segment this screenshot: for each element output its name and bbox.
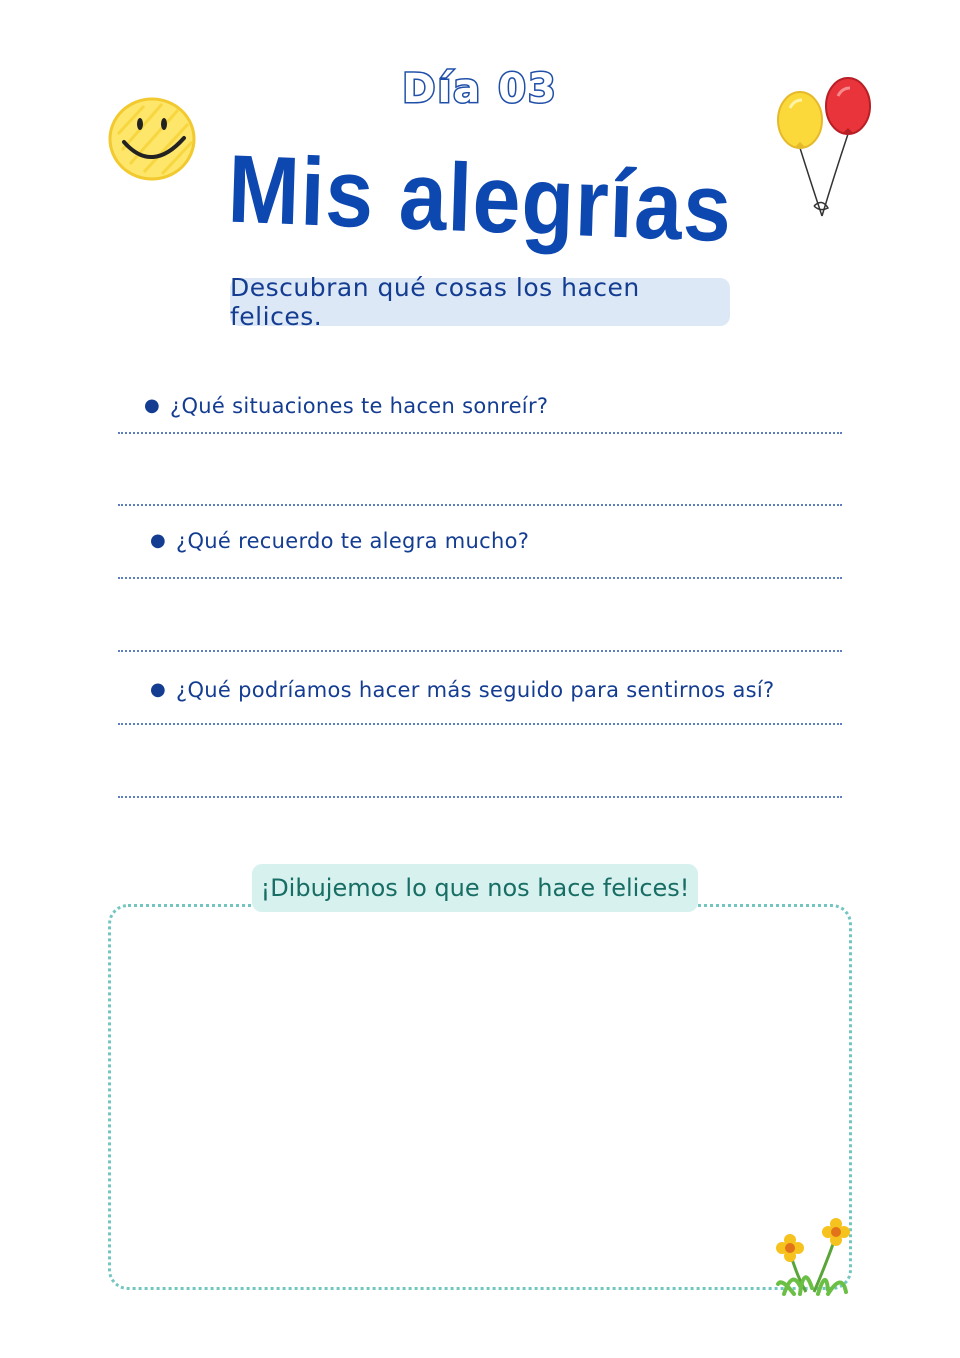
drawing-label-text: ¡Dibujemos lo que nos hace felices! bbox=[260, 874, 690, 902]
flowers-icon bbox=[770, 1214, 860, 1298]
subtitle-banner bbox=[230, 273, 730, 331]
question-2-text: ¿Qué recuerdo te alegra mucho? bbox=[176, 529, 530, 553]
question-1 bbox=[144, 394, 548, 418]
question-3 bbox=[150, 678, 775, 702]
question-2 bbox=[150, 529, 529, 553]
answer-line[interactable] bbox=[118, 504, 842, 506]
answer-line[interactable] bbox=[118, 723, 842, 725]
question-3-text: ¿Qué podríamos hacer más seguido para sentirnos así? bbox=[176, 678, 775, 702]
question-1-text: ¿Qué situaciones te hacen sonreír? bbox=[170, 394, 549, 418]
answer-line[interactable] bbox=[118, 577, 842, 579]
day-label: Día 03 bbox=[402, 66, 558, 112]
bullet-icon: ● bbox=[150, 679, 167, 700]
answer-line[interactable] bbox=[118, 650, 842, 652]
page-title: Mis alegrías bbox=[226, 135, 734, 263]
subtitle-text: Descubran qué cosas los hacen felices. bbox=[230, 273, 640, 331]
drawing-area[interactable] bbox=[108, 904, 852, 1290]
answer-line[interactable] bbox=[118, 432, 842, 434]
bullet-icon: ● bbox=[150, 530, 167, 551]
drawing-label-banner bbox=[252, 864, 698, 912]
bullet-icon: ● bbox=[144, 395, 161, 416]
answer-line[interactable] bbox=[118, 796, 842, 798]
